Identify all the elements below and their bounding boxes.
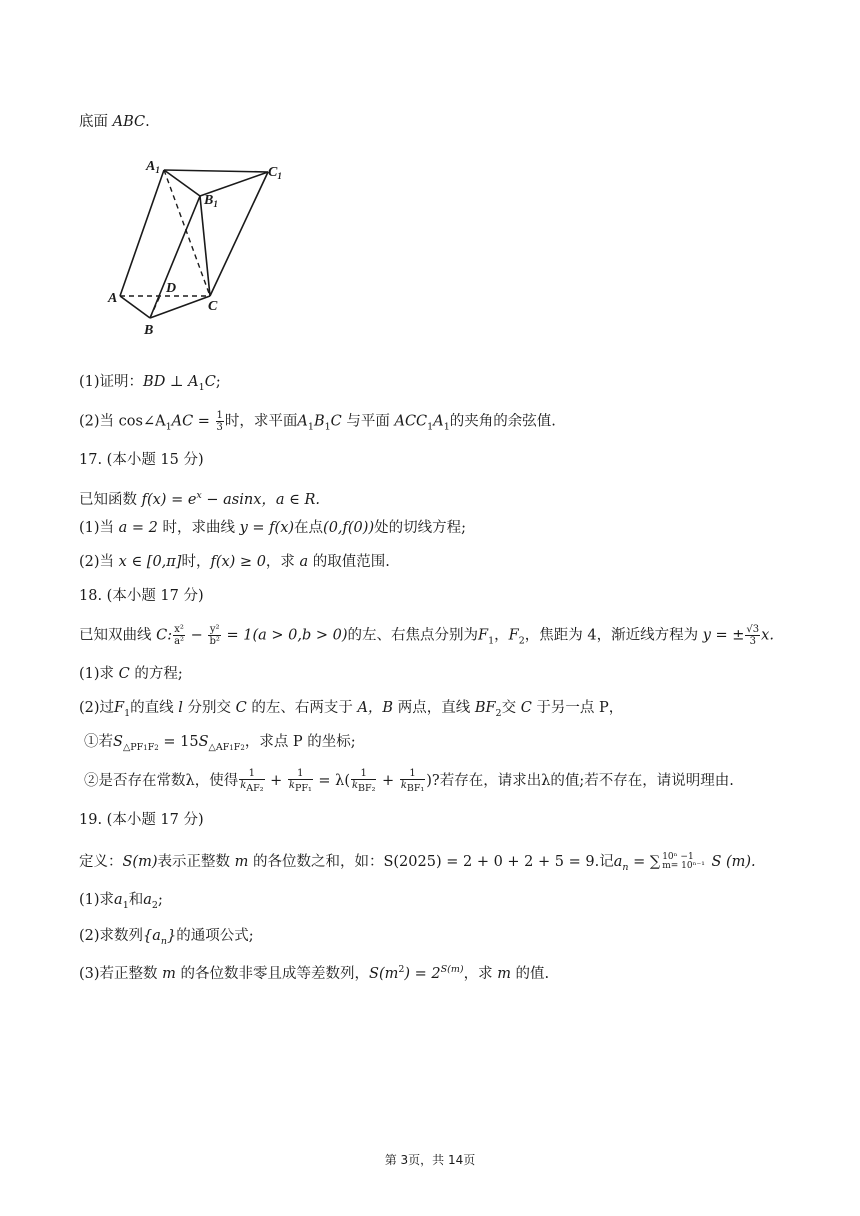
q18-header: 18. (本小题 17 分) (79, 588, 204, 604)
q19-part3: (3)若正整数 m 的各位数非零且成等差数列，$S(m^2) = 2^{S(m)}$，求 m 的值. (79, 964, 550, 982)
edge-a-a1 (120, 170, 164, 296)
circled-two-mark: ② (84, 773, 99, 789)
sum-limits: 10ⁿ −1 m= 10ⁿ⁻¹ (662, 852, 705, 871)
q17-header: 17. (本小题 15 分) (79, 452, 204, 468)
label-a1: $A_1$ (146, 159, 160, 175)
label-d: D (166, 281, 177, 296)
q18-stem: 已知双曲线 C: $\frac{\text{x²}}{\text{a²}}$ − $\frac{\text{y²}}{\text{b²}}$ = 1(a > 0,b > 0)的左、右焦点分别为$F_1$，$F_2$，焦距为 4，渐近线方程为 y = ± $\frac{√3}{3}$ x. (79, 624, 774, 647)
label-b: B (144, 323, 154, 338)
fraction-one-third: $\frac{1}{3}$ (216, 410, 223, 433)
q18-sub1: ①若$S_{\triangle PF1F2} = 15S_{\triangle AF1F2}$，求点 P 的坐标; (84, 734, 356, 753)
q19-header: 19. (本小题 17 分) (79, 812, 204, 828)
edge-a-b (120, 296, 150, 318)
label-a: A (108, 291, 118, 306)
circled-one-mark: ① (84, 734, 99, 750)
q17-part1: (1)当 a = 2 时，求曲线 y = f(x)在点(0,f(0))处的切线方程; (79, 520, 466, 536)
q16-part1: (1)证明：BD ⊥ $A_1C$; (79, 374, 221, 393)
q17-stem: 已知函数 $f(x) = e^x - asinx$，a ∈ R. (79, 490, 321, 508)
q19-part1: (1)求$a_1$和$a_2$; (79, 892, 163, 911)
q18-sub2: ②是否存在常数λ，使得 $\frac{1}{k_{AF_2}}$ + $\frac{1}{k_{PF_1}}$ = λ( $\frac{1}{k_{BF_2}}$ + $\frac{1}{k_{BF_1}}$ )?若存在，请求出λ的值;若不存在，请说明理由. (84, 768, 734, 794)
q19-stem: 定义：S(m)表示正整数 m 的各位数之和，如：S(2025) = 2 + 0 + 2 + 5 = 9.记$a_n$ = ∑ 10ⁿ −1 m= 10ⁿ⁻¹ S (m). (79, 852, 756, 873)
edge-b-b1 (150, 196, 200, 318)
q17-part2: (2)当 x ∈ [0,π]时，f(x) ≥ 0，求 a 的取值范围. (79, 554, 390, 570)
fraction-root3-3: $\frac{√3}{3}$ (746, 624, 760, 647)
intro-line: 底面 ABC. (79, 114, 150, 130)
page-footer: 第 3页，共 14页 (384, 1153, 476, 1167)
edge-c-c1 (210, 172, 268, 296)
label-b1: $B_1$ (204, 193, 218, 209)
prism-figure (106, 152, 306, 342)
q19-part2: (2)求数列$\{a_n\}$的通项公式; (79, 928, 254, 947)
label-c1: $C_1$ (268, 165, 282, 181)
q18-part2: (2)过$F_1$的直线 l 分别交 C 的左、右两支于 A，B 两点，直线 $BF_2$交 C 于另一点 P， (79, 700, 624, 719)
label-c: C (208, 299, 218, 314)
edge-a1-c1 (164, 170, 268, 172)
q18-part1: (1)求 C 的方程; (79, 666, 183, 682)
edge-a1-b1 (164, 170, 200, 196)
q16-part2: (2)当 $\cos\angle A_1AC$ = $\frac{1}{3}$ 时，求平面$A_1B_1C$ 与平面 $ACC_1A_1$的夹角的余弦值. (79, 410, 556, 433)
fraction-y2-b2: $\frac{\text{y²}}{\text{b²}}$ (209, 624, 220, 647)
fraction-x2-a2: $\frac{\text{x²}}{\text{a²}}$ (174, 624, 185, 647)
